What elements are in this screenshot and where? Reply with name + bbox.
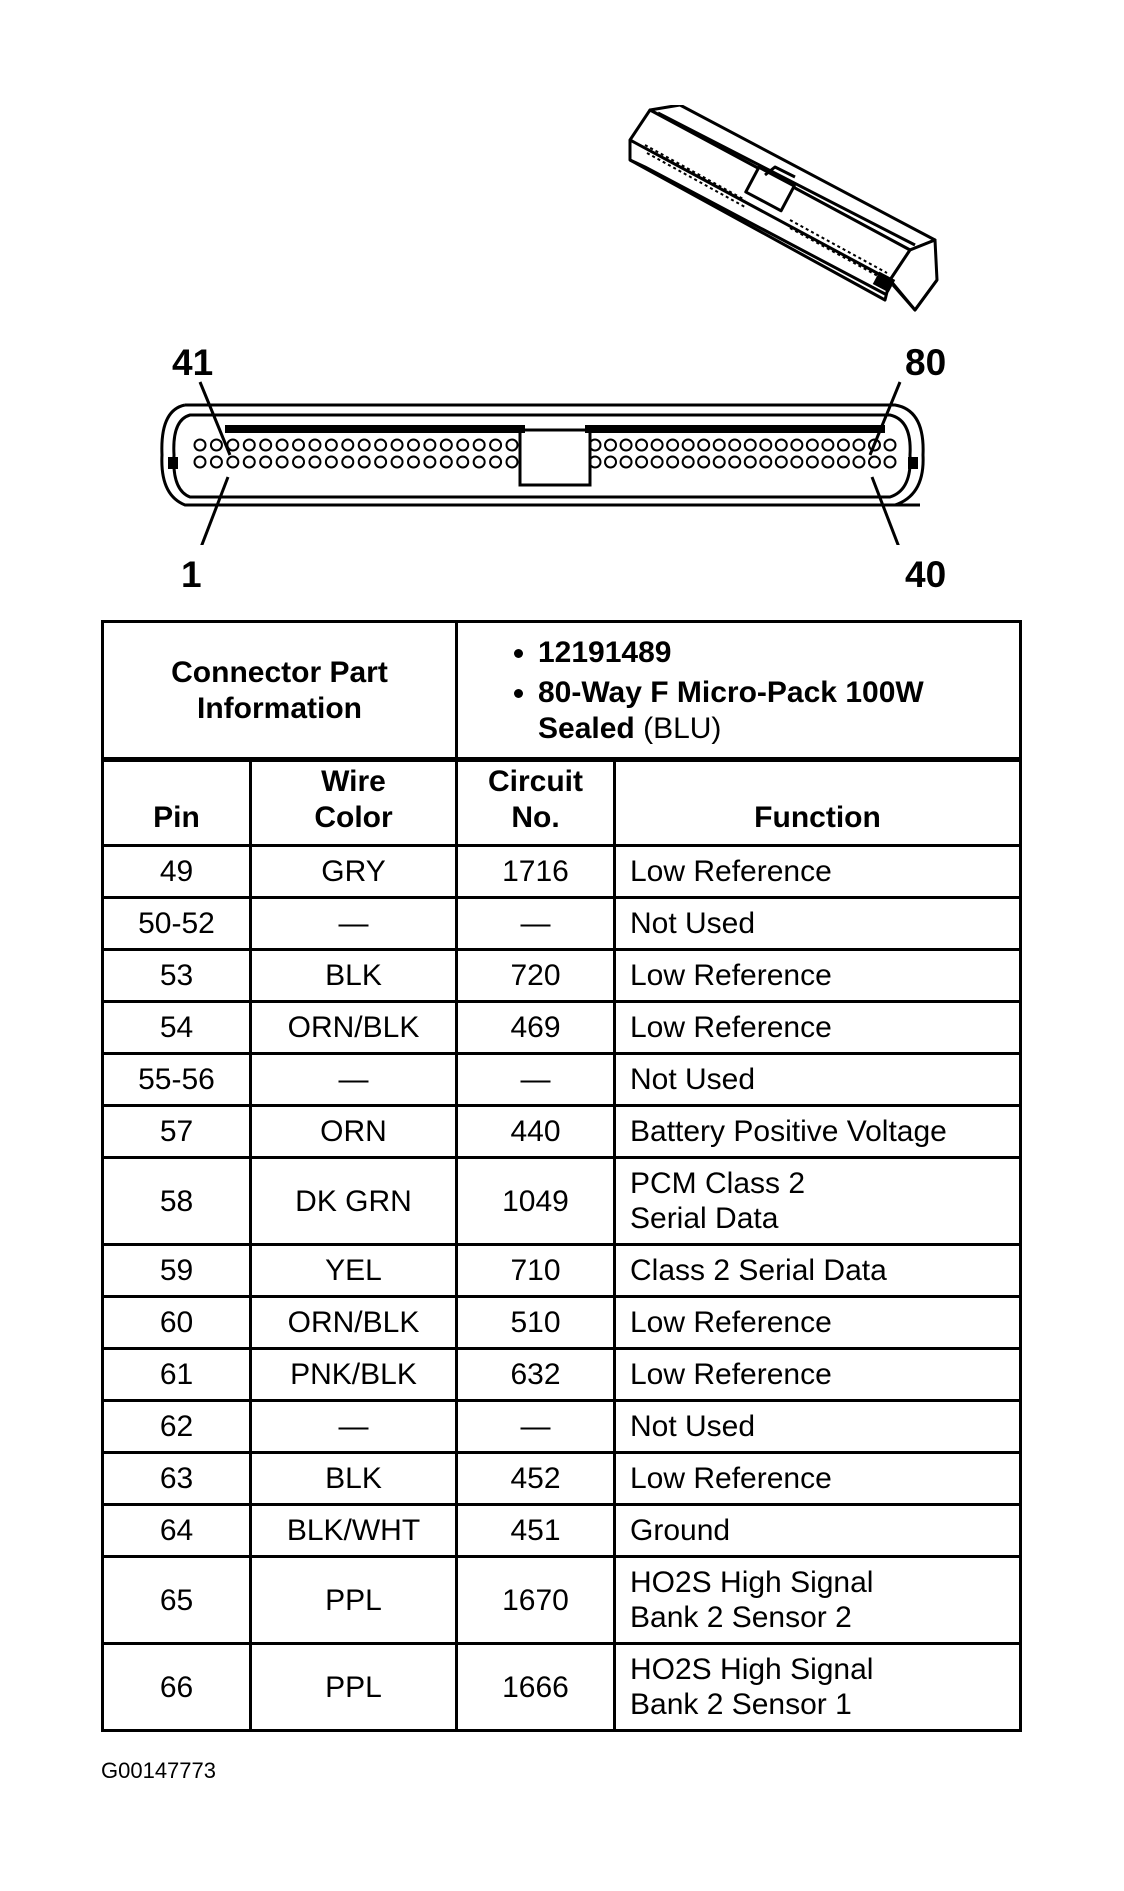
connector-info-title xyxy=(103,622,457,761)
wire-color-cell: — xyxy=(251,1054,457,1106)
function-cell xyxy=(615,1505,1021,1557)
pin-cell: 54 xyxy=(103,1002,251,1054)
figure-id-caption: G00147773 xyxy=(101,1758,216,1783)
function-line: HO2S High Signal xyxy=(630,1653,874,1686)
function-line: Low Reference xyxy=(630,1306,832,1339)
function-cell xyxy=(615,1557,1021,1644)
info-title-line1: Connector Part xyxy=(171,656,388,689)
function-cell xyxy=(615,1158,1021,1245)
function-cell xyxy=(615,1349,1021,1401)
function-cell xyxy=(615,950,1021,1002)
function-cell xyxy=(615,1002,1021,1054)
info-title-line2: Information xyxy=(197,692,362,725)
circuit-cell: 1670 xyxy=(457,1557,615,1644)
function-line: Low Reference xyxy=(630,959,832,992)
circuit-cell: — xyxy=(457,898,615,950)
function-line: Class 2 Serial Data xyxy=(630,1254,887,1287)
pinout-row xyxy=(103,1297,1021,1349)
pinout-table xyxy=(101,757,1022,1732)
function-cell xyxy=(615,1106,1021,1158)
function-cell xyxy=(615,898,1021,950)
circuit-cell: 1716 xyxy=(457,846,615,898)
wire-color-cell: PPL xyxy=(251,1644,457,1731)
pin-cell: 59 xyxy=(103,1245,251,1297)
pin-cell: 55-56 xyxy=(103,1054,251,1106)
pin-cell: 50-52 xyxy=(103,898,251,950)
function-line: Bank 2 Sensor 2 xyxy=(630,1601,852,1634)
function-line: Not Used xyxy=(630,1410,756,1443)
header-pin: Pin xyxy=(103,759,251,846)
function-cell xyxy=(615,1644,1021,1731)
wire-color-cell: PPL xyxy=(251,1557,457,1644)
circuit-cell: 452 xyxy=(457,1453,615,1505)
function-cell xyxy=(615,1453,1021,1505)
wire-color-cell: ORN/BLK xyxy=(251,1297,457,1349)
pin-cell: 65 xyxy=(103,1557,251,1644)
pinout-row xyxy=(103,1245,1021,1297)
function-line: Not Used xyxy=(630,1063,756,1096)
pinout-row xyxy=(103,950,1021,1002)
pinout-row xyxy=(103,1002,1021,1054)
wire-color-cell: ORN xyxy=(251,1106,457,1158)
circuit-cell: 440 xyxy=(457,1106,615,1158)
function-line: HO2S High Signal xyxy=(630,1566,874,1599)
wire-color-cell: BLK/WHT xyxy=(251,1505,457,1557)
connector-isometric-illustration xyxy=(625,105,945,325)
wire-color-cell: YEL xyxy=(251,1245,457,1297)
circuit-cell: 451 xyxy=(457,1505,615,1557)
pinout-row xyxy=(103,1401,1021,1453)
wire-color-cell: PNK/BLK xyxy=(251,1349,457,1401)
circuit-cell: 1049 xyxy=(457,1158,615,1245)
function-line: Battery Positive Voltage xyxy=(630,1115,947,1148)
pin-cell: 62 xyxy=(103,1401,251,1453)
connector-info-details xyxy=(457,622,1021,761)
wire-color-cell: GRY xyxy=(251,846,457,898)
header-circuit-line2: No. xyxy=(511,801,560,834)
description-line1: 80-Way F Micro-Pack 100W xyxy=(538,676,924,709)
circuit-cell: — xyxy=(457,1054,615,1106)
function-cell xyxy=(615,1054,1021,1106)
wire-color-cell: BLK xyxy=(251,1453,457,1505)
header-function: Function xyxy=(615,759,1021,846)
pinout-row xyxy=(103,898,1021,950)
pin-41-label: 41 xyxy=(172,342,214,383)
pinout-row xyxy=(103,1349,1021,1401)
part-number: • 12191489 xyxy=(538,635,1009,671)
header-circuit-no xyxy=(457,759,615,846)
pin-cell: 49 xyxy=(103,846,251,898)
wire-color-cell: ORN/BLK xyxy=(251,1002,457,1054)
circuit-cell: — xyxy=(457,1401,615,1453)
pin-cell: 61 xyxy=(103,1349,251,1401)
pin-cell: 63 xyxy=(103,1453,251,1505)
function-cell xyxy=(615,846,1021,898)
connector-face-view xyxy=(150,345,940,545)
pinout-row xyxy=(103,1158,1021,1245)
description-color: (BLU) xyxy=(643,712,722,745)
pinout-row xyxy=(103,1644,1021,1731)
function-line: PCM Class 2 xyxy=(630,1167,806,1200)
pin-cell: 64 xyxy=(103,1505,251,1557)
wire-color-cell: — xyxy=(251,1401,457,1453)
pin-40-label: 40 xyxy=(905,554,947,595)
function-line: Not Used xyxy=(630,907,756,940)
wire-color-cell: — xyxy=(251,898,457,950)
header-wire-color-line2: Color xyxy=(314,801,393,834)
circuit-cell: 510 xyxy=(457,1297,615,1349)
pinout-header-row xyxy=(103,759,1021,846)
header-wire-color-line1: Wire xyxy=(321,765,386,798)
circuit-cell: 469 xyxy=(457,1002,615,1054)
circuit-cell: 720 xyxy=(457,950,615,1002)
function-line: Low Reference xyxy=(630,1011,832,1044)
pinout-row xyxy=(103,1505,1021,1557)
function-line: Serial Data xyxy=(630,1202,779,1235)
pin-cell: 58 xyxy=(103,1158,251,1245)
header-circuit-line1: Circuit xyxy=(487,765,583,798)
pin-1-label: 1 xyxy=(181,554,202,595)
function-line: Low Reference xyxy=(630,1358,832,1391)
pin-cell: 53 xyxy=(103,950,251,1002)
pin-80-label: 80 xyxy=(905,342,947,383)
pin-cell: 57 xyxy=(103,1106,251,1158)
function-cell xyxy=(615,1297,1021,1349)
pinout-row xyxy=(103,846,1021,898)
description-sealed: Sealed xyxy=(538,712,635,745)
wire-color-cell: DK GRN xyxy=(251,1158,457,1245)
function-line: Ground xyxy=(630,1514,731,1547)
pin-cell: 60 xyxy=(103,1297,251,1349)
wire-color-cell: BLK xyxy=(251,950,457,1002)
pinout-row xyxy=(103,1054,1021,1106)
function-line: Bank 2 Sensor 1 xyxy=(630,1688,852,1721)
pinout-row xyxy=(103,1557,1021,1644)
function-line: Low Reference xyxy=(630,855,832,888)
circuit-cell: 710 xyxy=(457,1245,615,1297)
connector-info-table xyxy=(101,620,1022,762)
function-cell xyxy=(615,1401,1021,1453)
pinout-row xyxy=(103,1453,1021,1505)
header-wire-color xyxy=(251,759,457,846)
pinout-row xyxy=(103,1106,1021,1158)
function-cell xyxy=(615,1245,1021,1297)
connector-description xyxy=(538,675,1009,747)
circuit-cell: 632 xyxy=(457,1349,615,1401)
function-line: Low Reference xyxy=(630,1462,832,1495)
pin-cell: 66 xyxy=(103,1644,251,1731)
circuit-cell: 1666 xyxy=(457,1644,615,1731)
